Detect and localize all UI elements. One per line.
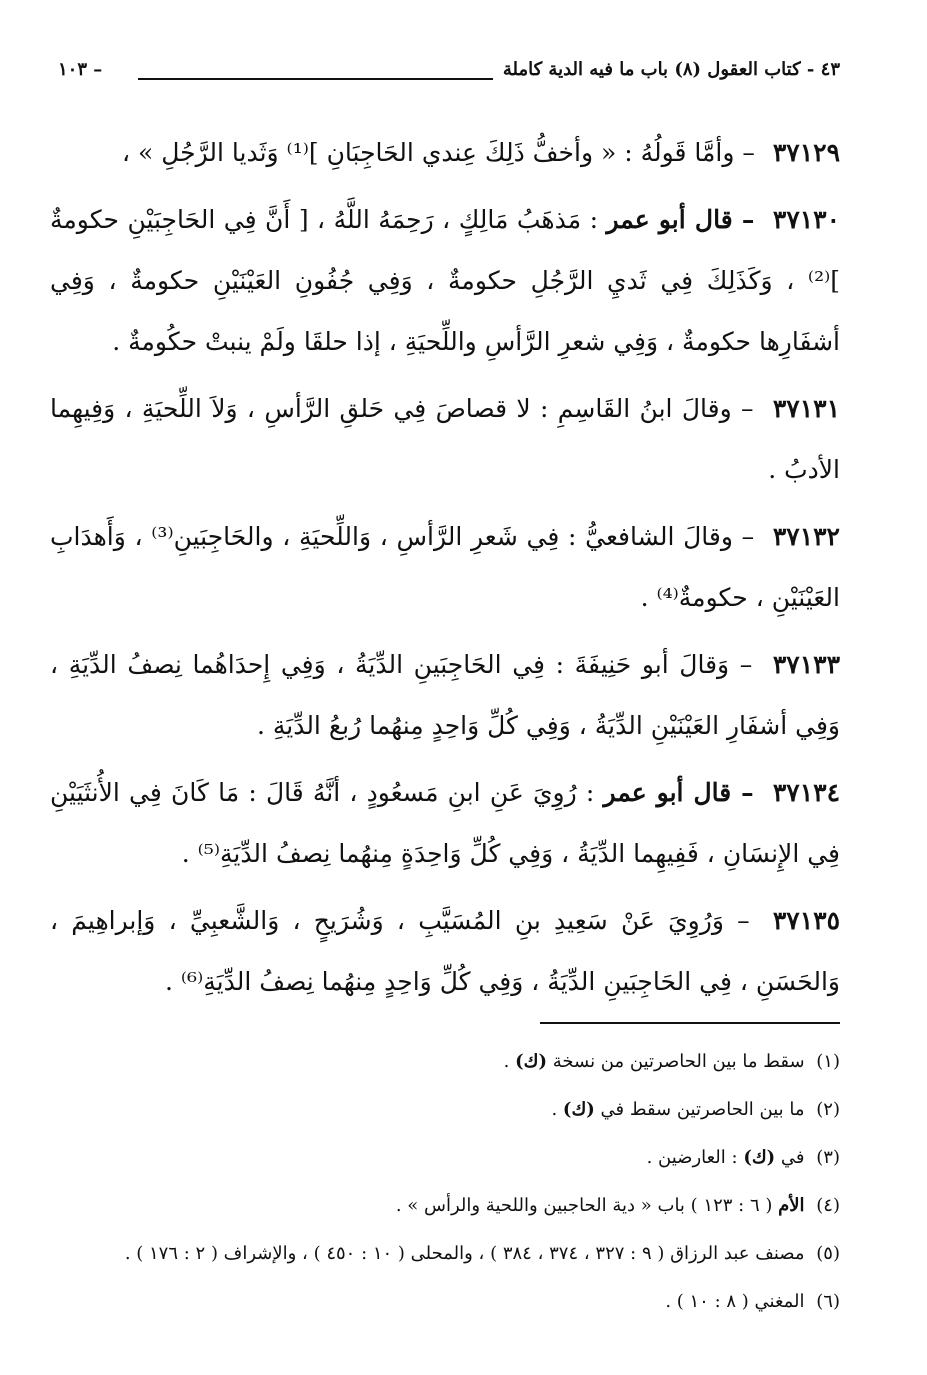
paragraph-text: – وقالَ ابنُ القَاسِمِ : لا قصاصَ فِي حَلقِ الرَّأسِ ، وَلاَ اللِّحيَةِ ، وَفِيهِما الأدبُ . bbox=[50, 394, 840, 484]
footnote-mark: (١) bbox=[816, 1051, 840, 1072]
footnote bbox=[50, 1278, 840, 1326]
paragraph-number: ٣٧١٣٤ bbox=[772, 778, 841, 807]
paragraph-number: ٣٧١٣٣ bbox=[772, 650, 840, 679]
footnote-mark: (٤) bbox=[816, 1195, 840, 1216]
paragraph-text: – وَقالَ أبو حَنِيفَةَ : فِي الحَاجِبَينِ الدِّيَةُ ، وَفِي إِحدَاهُما نِصفُ الدِّيَةِ ، وَفِي أشفَارِ العَيْنَيْنِ الدِّيَةُ ، وَفِي كُلِّ وَاحِدٍ مِنهُما رُبعُ الدِّيَةِ . bbox=[50, 650, 840, 740]
footnote-text-end: ( ٦ : ١٢٣ ) باب « دية الحاجبين واللحية والرأس » . bbox=[395, 1195, 773, 1216]
book-page bbox=[50, 52, 840, 1372]
footnote-mark: (٣) bbox=[816, 1147, 840, 1168]
footnote-text: ما بين الحاصرتين سقط في bbox=[600, 1099, 805, 1120]
footnote-text-end: . bbox=[551, 1099, 558, 1120]
paragraph-text: – وَرُوِيَ عَنْ سَعِيدِ بنِ المُسَيَّبِ ، وَشُرَيحٍ ، وَالشَّعبِيِّ ، وَإبراهِيمَ ، وَالحَسَنِ ، فِي الحَاجِبَينِ الدِّيَةُ ، وَفِي كُلِّ وَاحِدٍ مِنهُما نِصفُ الدِّيَةِ⁽⁶⁾ . bbox=[50, 906, 840, 996]
paragraph-number: ٣٧١٣٠ bbox=[772, 205, 841, 234]
footnotes bbox=[50, 1038, 840, 1326]
running-head bbox=[50, 52, 840, 86]
footnote-text-end: : العارضين . bbox=[646, 1147, 738, 1168]
paragraph-speaker: – قال أبو عمر bbox=[603, 778, 754, 807]
footnote-text: سقط ما بين الحاصرتين من نسخة bbox=[552, 1051, 805, 1072]
footnote-text: في bbox=[780, 1147, 805, 1168]
paragraph-text: – وأمَّا قَولُهُ : « وأخفُّ ذَلِكَ عِندي الحَاجِبَانِ ]⁽¹⁾ وَثَديا الرَّجُلِ » ، bbox=[121, 138, 755, 167]
footnote-mark: (٥) bbox=[816, 1243, 840, 1264]
paragraph bbox=[50, 378, 840, 500]
footnote-bold: (ك) bbox=[515, 1051, 548, 1072]
paragraph bbox=[50, 634, 840, 756]
footnote bbox=[50, 1038, 840, 1086]
footnote-bold: الأم bbox=[778, 1195, 805, 1216]
footnote bbox=[50, 1182, 840, 1230]
footnote-text: مصنف عبد الرزاق ( ٩ : ٣٢٧ ، ٣٧٤ ، ٣٨٤ ) ، والمحلى ( ١٠ : ٤٥٠ ) ، والإشراف ( ٢ : ١٧٦ ) . bbox=[124, 1243, 805, 1264]
footnote-divider bbox=[540, 1022, 840, 1024]
footnote-text: المغني ( ٨ : ١٠ ) . bbox=[665, 1291, 805, 1312]
page-number: – ١٠٣ bbox=[58, 58, 103, 80]
footnote bbox=[50, 1134, 840, 1182]
paragraph bbox=[50, 189, 840, 372]
paragraph-text: : مَذهَبُ مَالِكٍ ، رَحِمَهُ اللَّهُ ، [ أَنَّ فِي الحَاجِبَيْنِ حكومةٌ ]⁽²⁾ ، وَكَذَلِكَ فِي ثَديِ الرَّجُلِ حكومةٌ ، وَفِي جُفُونِ العَيْنَيْنِ حكومةٌ ، وَفِي أشفَارِها حكومةٌ ، وَفِي شعرِ الرَّأسِ واللِّحيَةِ ، إذا حلقَا ولَمْ ينبتْ حكُومةٌ . bbox=[50, 205, 840, 356]
footnote-text-end: . bbox=[503, 1051, 510, 1072]
paragraph bbox=[50, 122, 840, 183]
footnote bbox=[50, 1086, 840, 1134]
footnote bbox=[50, 1230, 840, 1278]
footnote-mark: (٢) bbox=[816, 1099, 840, 1120]
paragraph-text: – وقالَ الشافعيُّ : فِي شَعرِ الرَّأسِ ، وَاللِّحيَةِ ، والحَاجِبَينِ⁽³⁾ ، وَأَهدَابِ العَيْنَيْنِ ، حكومةٌ⁽⁴⁾ . bbox=[50, 522, 840, 612]
paragraph-speaker: – قال أبو عمر bbox=[606, 205, 755, 234]
running-head-title: ٤٣ - كتاب العقول (٨) باب ما فيه الدية كاملة bbox=[502, 58, 840, 80]
paragraph-number: ٣٧١٢٩ bbox=[772, 138, 840, 167]
running-head-rule bbox=[138, 78, 493, 80]
paragraph-number: ٣٧١٣١ bbox=[772, 394, 840, 423]
paragraph bbox=[50, 506, 840, 628]
main-text bbox=[50, 122, 840, 1012]
paragraph-text: : رُوِيَ عَنِ ابنِ مَسعُودٍ ، أنَّهُ قَالَ : مَا كَانَ فِي الأُنثَيَيْنِ فِي الإِنسَانِ ، فَفِيهِما الدِّيَةُ ، وَفِي كُلِّ وَاحِدَةٍ مِنهُما نِصفُ الدِّيَةِ⁽⁵⁾ . bbox=[50, 778, 840, 868]
paragraph bbox=[50, 762, 840, 884]
paragraph bbox=[50, 890, 840, 1012]
footnote-bold: (ك) bbox=[562, 1099, 595, 1120]
footnote-mark: (٦) bbox=[816, 1291, 840, 1312]
paragraph-number: ٣٧١٣٥ bbox=[772, 906, 840, 935]
footnote-bold: (ك) bbox=[743, 1147, 776, 1168]
paragraph-number: ٣٧١٣٢ bbox=[772, 522, 840, 551]
